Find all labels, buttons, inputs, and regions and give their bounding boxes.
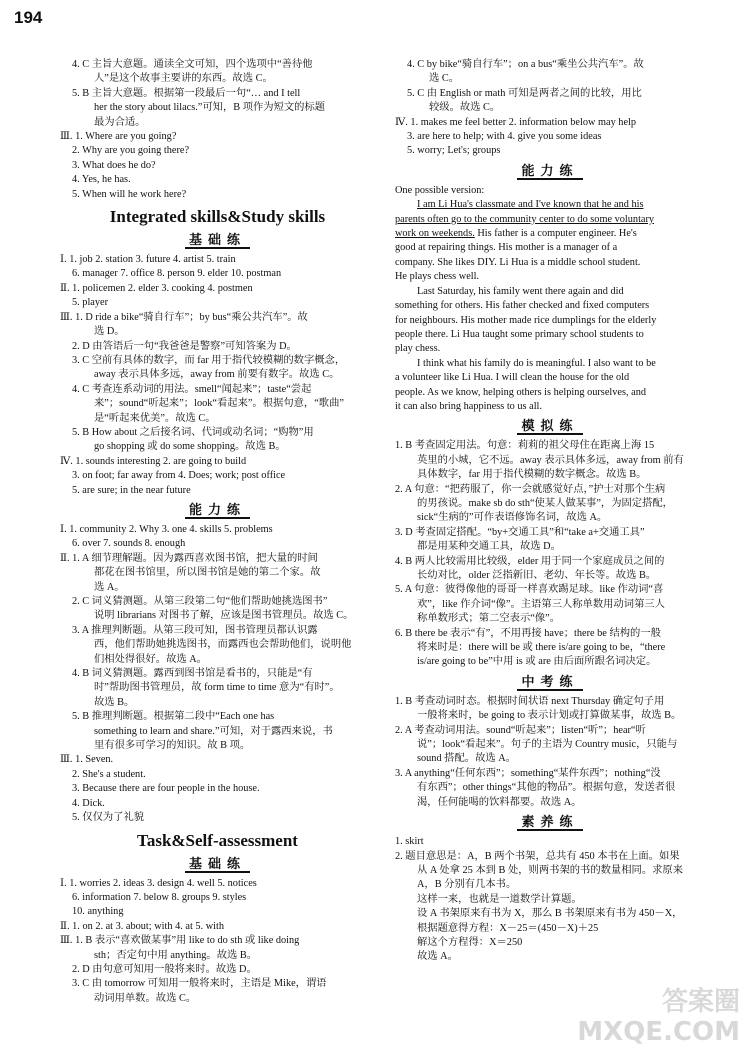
essay-line [395,227,705,241]
answer-line: 来”；sound“听起来”；look“看起来”。根据句意，“歌曲” [94,398,344,410]
essay-line: a volunteer like Li Hua. I will clean the house for the old [395,372,630,384]
answer-line: 4. Yes, he has. [72,174,131,186]
answer-line: 3. A 推理判断题。从第三段可知，图书管理员都认识露 [72,624,318,636]
essay-underlined: I am Li Hua's classmate and I've known that he and his [417,199,644,211]
answer-line: 将来时是：there will be 或 there is/are going to be，“there [417,642,666,654]
left-column [60,58,375,1006]
page-number: 194 [14,8,43,27]
answer-line: Ⅳ. 1. sounds interesting 2. are going to build [60,455,247,467]
answer-line: Ⅱ. 1. policemen 2. elder 3. cooking 4. postmen [60,282,253,294]
answer-line: 5. B How about 之后接名词、代词或动名词；“购物”用 [72,426,314,438]
answer-line: A，B 分别有几本书。 [417,879,517,891]
right-column [395,58,705,965]
answer-line: go shopping 或 do some shopping。故选 B。 [94,441,286,453]
answer-line: Ⅳ. 1. makes me feel better 2. information below may help [395,116,637,128]
answer-line: 里有很多可学习的知识。故 B 项。 [94,740,251,752]
section-title-task: Task&Self-assessment [137,830,298,850]
answer-line: 1. skirt [395,836,424,848]
essay-heading: One possible version: [395,184,485,196]
answer-line: 5. worry; Let's; groups [407,145,501,157]
watermark-logo [577,987,740,1047]
answer-line: 5. C 由 English or math 可知是两者之间的比较，用比 [407,87,642,99]
subtitle-exam-practice: 中考练 [395,673,705,691]
answer-line: 6. information 7. below 8. groups 9. styles [72,891,247,903]
answer-line: 4. B 词义猜测题。露西到图书馆是看书的，只能是“有 [72,668,313,680]
subtitle-basic-practice-2: 基础练 [60,855,375,873]
answer-line: 西，他们帮助她挑选图书，而露西也会帮助他们，说明他 [94,639,352,651]
answer-line: Ⅲ. 1. D ride a bike“骑自行车”；by bus“乘公共汽车”。故 [60,311,308,323]
answer-line: her the story about lilacs.”可知，B 项作为短文的标题 [94,102,326,114]
answer-line: 从 A 处拿 25 本到 B 处，则两书架的书的数量相同。求原来 [417,864,684,876]
answer-line: 2. 题目意思是：A，B 两个书架，总共有 450 本书在上面。如果 [395,850,680,862]
subtitle-ability-practice-2: 能力练 [395,162,705,180]
essay-underlined: work on weekends. [395,228,475,240]
answer-line: something to learn and share.”可知，对于露西来说，书 [94,725,333,737]
answer-line: sick“生病的”可作表语修饰名词，故选 A。 [417,512,608,524]
right-block-a [395,58,705,159]
answer-line: Ⅲ. 1. Seven. [60,754,114,766]
subtitle-mock-practice: 模拟练 [395,417,705,435]
answer-line: Ⅱ. 1. A 细节理解题。因为露西喜欢图书馆，把大量的时间 [60,552,318,564]
answer-line: 具体数字，far 用于指代模糊的数字概念。故选 B。 [417,469,647,481]
answer-line: 4. C by bike“骑自行车”；on a bus“乘坐公共汽车”。故 [407,59,644,70]
answer-line: 这样一来，也就是一道数学计算题。 [417,893,582,905]
essay-line [395,213,705,227]
essay-line: Last Saturday, his family went there again and did [417,285,624,297]
subtitle-ability-practice: 能力练 [60,501,375,519]
essay-line: something for others. His father checked and fixed computers [395,300,650,312]
answer-line: 3. C 由 tomorrow 可知用一般将来时，主语是 Mike，谓语 [72,978,327,990]
answer-line: 6. manager 7. office 8. person 9. elder 10. postman [72,268,282,280]
answer-line: is/are going to be”中用 is 或 are 由后面所跟名词决定。 [417,656,657,668]
essay-line: people there. Li Hua taught some primary school students to [395,328,644,340]
answer-line: sound 搭配。故选 A。 [417,753,516,765]
answer-line: 们相处得很好。故选 A。 [94,653,207,665]
answer-line: 设 A 书架原来有书为 X，那么 B 书架原来有书为 450－X， [417,908,683,920]
answer-line: 4. C 考查连系动词的用法。smell“闻起来”；taste“尝起 [72,383,312,395]
answer-line: 2. Why are you going there? [72,145,190,157]
answer-line: 2. A 句意：“把药服了，你一会就感觉好点，”护士对那个生病 [395,483,666,495]
answer-line: 2. D 由答语后一句“我爸爸是警察”可知答案为 D。 [72,340,297,352]
answer-line: 是“听起来优美”。故选 C。 [94,412,216,424]
watermark-line: MXQE.COM [577,1017,740,1047]
right-block-b [395,439,705,670]
answer-line: 人”是这个故事主要讲的东西。故选 C。 [94,73,273,85]
answer-line: 5. 仅仅为了礼貌 [72,812,145,824]
answer-line: 英里的小城，它不远。away 表示具体多远，away from 前有 [417,454,684,466]
essay-line: people. As we know, helping others is helping ourselves, and [395,386,646,398]
answer-line: 5. B 主旨大意题。根据第一段最后一句“… and I tell [72,87,301,99]
answer-line: 说”；look“看起来”。句子的主语为 Country music，只能与 [417,739,678,751]
answer-line: away 表示具体多远，away from 前要有数字。故选 C。 [94,369,340,381]
answer-line: 4. Dick. [72,797,105,809]
answer-line: 3. on foot; far away from 4. Does; work; post office [72,470,286,482]
watermark-line: 答案圈 [661,987,740,1017]
answer-line: 根据题意得方程：X－25＝(450－X)＋25 [417,922,599,934]
answer-line: 1. B 考查动词时态。根据时间状语 next Thursday 确定句子用 [395,695,665,707]
subtitle-literacy-practice: 素养练 [395,813,705,831]
answer-line: 解这个方程得：X＝250 [417,936,523,948]
answer-line: 选 A。 [94,581,125,593]
answer-line: 选 C。 [429,73,460,85]
answer-line: 6. over 7. sounds 8. enough [72,538,186,550]
answer-line: 的男孩说。make sb do sth“使某人做某事”，为固定搭配， [417,497,673,509]
section-title-integrated-skills: Integrated skills&Study skills [109,207,326,227]
answer-line: 2. D 由句意可知用一般将来时。故选 D。 [72,963,257,975]
left-block-d [60,877,375,1007]
right-block-c [395,695,705,810]
left-block-a [60,58,375,202]
answer-line: Ⅱ. 1. on 2. at 3. about; with 4. at 5. with [60,920,225,932]
answer-line: sth；否定句中用 anything。故选 B。 [94,949,258,961]
answer-line: 3. C 空前有具体的数字，而 far 用于指代较模糊的数字概念， [72,354,346,366]
answer-line: 欢”，like 作介词“像”。主语第三人称单数用动词第三人 [417,598,665,610]
answer-line: 2. C 词义猜测题。从第三段第二句“他们帮助她挑选图书” [72,596,328,607]
answer-line: 5. When will he work here? [72,188,187,200]
left-block-b [60,253,375,498]
answer-line: 都是用某种交通工具，故选 D。 [417,541,561,553]
answer-line: 最为合适。 [94,116,146,128]
answer-line: 4. C 主旨大意题。通读全文可知，四个选项中“善待他 [72,59,313,70]
answer-line: 长幼对比，older 泛指新旧、老幼、年长等。故选 B。 [417,570,657,581]
answer-line: 5. are sure; in the near future [72,484,191,496]
answer-line: 3. What does he do? [72,159,156,171]
answer-line: 都花在图书馆里，所以图书馆是她的第二个家。故 [94,567,321,579]
answer-line: 4. B 两人比较需用比较级，elder 用于同一个家庭成员之间的 [395,555,665,567]
answer-line: 1. B 考查固定用法。句意：莉莉的祖父母住在距离上海 15 [395,440,655,452]
answer-line: 故选 A。 [417,951,458,963]
answer-line: 3. Because there are four people in the house. [72,783,260,795]
essay-text: His father is a computer engineer. He's [474,228,637,240]
answer-line: 有东西”；other things“其他的物品”。根据句意，发送者很 [417,782,676,794]
answer-line: 说明 librarians 对图书了解，应该是图书管理员。故选 C。 [94,610,354,622]
answer-line: 5. B 推理判断题。根据第二段中“Each one has [72,711,275,723]
left-block-c [60,523,375,826]
answer-line: 5. A 句意：彼得像他的哥哥一样喜欢踢足球。like 作动词“喜 [395,584,664,596]
essay-line [395,198,705,212]
answer-line: Ⅰ. 1. job 2. station 3. future 4. artist 5. train [60,254,236,266]
answer-line: Ⅰ. 1. worries 2. ideas 3. design 4. well 5. notices [60,877,257,889]
answer-line: 10. anything [72,906,124,918]
answer-line: 3. are here to help; with 4. give you some ideas [407,131,602,143]
essay-line: He plays chess well. [395,271,480,283]
answer-line: 3. D 考查固定搭配。“by+交通工具”和“take a+交通工具” [395,526,645,538]
answer-line: 5. player [72,297,109,309]
answer-line: 2. A 考查动词用法。sound“听起来”；listen“听”；hear“听 [395,724,646,736]
answer-line: Ⅰ. 1. community 2. Why 3. one 4. skills 5. problems [60,523,273,535]
answer-line: 3. A anything“任何东西”；something“某件东西”；nothing“没 [395,767,661,779]
essay-underlined: parents often go to the community center to do some voluntary [395,213,655,225]
essay-line: play chess. [395,343,441,355]
answer-line: Ⅲ. 1. Where are you going? [60,131,177,143]
essay-paragraph-3 [395,357,705,415]
answer-line: 一般将来时，be going to 表示计划或打算做某事，故选 B。 [417,710,682,722]
answer-line: 时”帮助图书管理员，故 form time to time 意为“有时”。 [94,682,340,694]
answer-line: 6. B there be 表示“有”，不用再接 have；there be 结构的一般 [395,627,661,639]
right-block-d [395,835,705,965]
essay-line: for neighbours. His mother made rice dumplings for the elderly [395,314,657,326]
essay-line: I think what his family do is meaningful. I also want to be [417,357,656,369]
answer-line: 故选 B。 [94,696,135,708]
answer-line: 称单数形式；第二空表示“像”。 [417,613,560,625]
answer-line: 选 D。 [94,326,125,338]
answer-line: Ⅲ. 1. B 表示“喜欢做某事”用 like to do sth 或 like doing [60,935,300,947]
answer-line: 2. She's a student. [72,768,146,780]
essay-line: company. She likes DIY. Li Hua is a middle school student. [395,256,641,268]
answer-line: 动词用单数。故选 C。 [94,992,197,1004]
essay-paragraph-2 [395,285,705,357]
answer-line: 渴，任何能喝的饮料都要。故选 A。 [417,796,582,808]
essay-line: it can also bring happiness to us all. [395,400,542,412]
subtitle-basic-practice: 基础练 [60,231,375,249]
answer-line: 较级。故选 C。 [429,102,501,114]
essay-line: good at repairing things. His mother is a manager of a [395,242,618,254]
